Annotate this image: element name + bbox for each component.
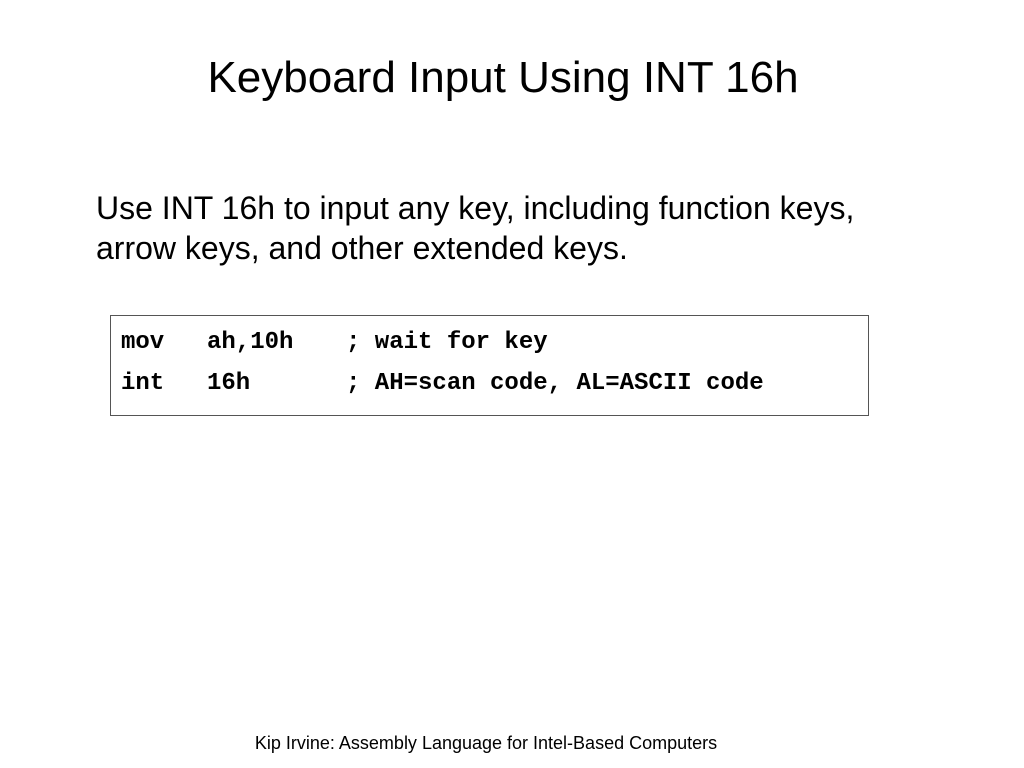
code-comment: ; wait for key (346, 329, 548, 356)
body-paragraph: Use INT 16h to input any key, including function keys, arrow keys, and other extended keys. (96, 190, 855, 266)
code-instruction: int (121, 370, 165, 397)
code-block (110, 315, 869, 416)
slide-title: Keyboard Input Using INT 16h (207, 53, 799, 102)
code-comment: ; AH=scan code, AL=ASCII code (346, 370, 764, 397)
slide-footer: Kip Irvine: Assembly Language for Intel-Based Computers (254, 733, 718, 753)
code-operand: 16h (207, 370, 251, 397)
code-instruction: mov (121, 329, 165, 356)
code-line (121, 363, 868, 404)
code-operand: ah,10h (207, 329, 294, 356)
code-line (121, 322, 868, 363)
